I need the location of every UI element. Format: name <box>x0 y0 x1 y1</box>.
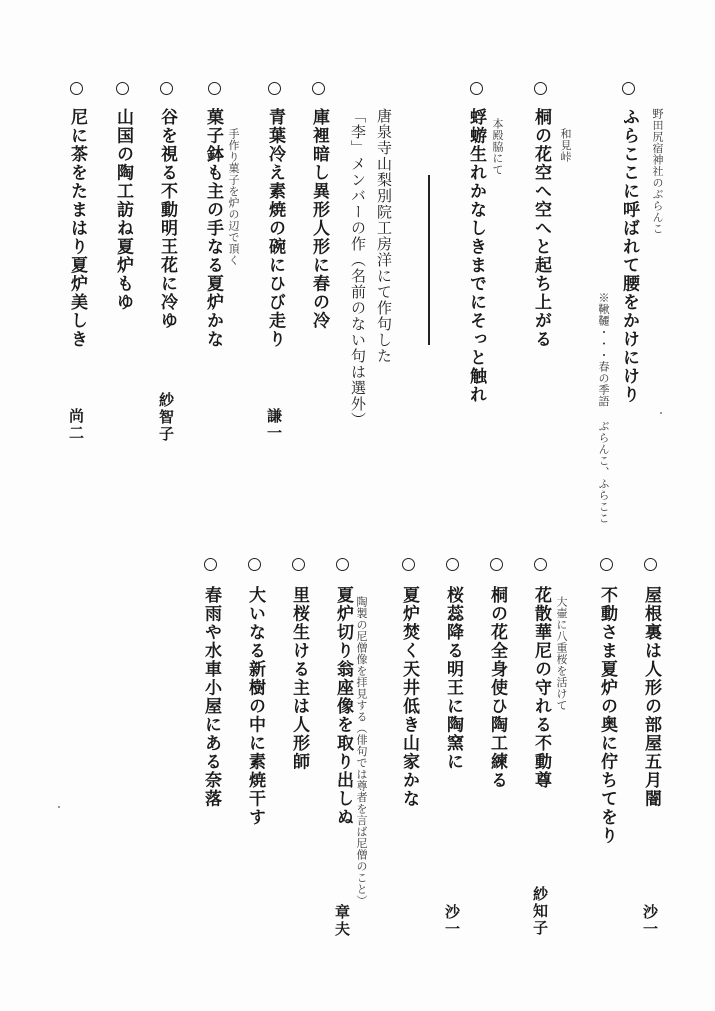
haiku-line: 夏炉切り翁座像を取り出しぬ <box>333 586 353 827</box>
bullet-circle-icon <box>160 82 173 95</box>
haiku-line: 里桜生ける主は人形師 <box>289 586 309 771</box>
haiku-line: 不動さま夏炉の奥に佇ちてをり <box>597 586 617 845</box>
bullet-circle-icon <box>116 82 129 95</box>
bullet-circle-icon <box>470 82 483 95</box>
haiku-line: 菓子鉢も主の手なる夏炉かな <box>203 108 223 349</box>
author-name: 沙一 <box>641 904 659 938</box>
bullet-circle-icon <box>248 558 261 571</box>
preface-note: 野田尻宿神社のぶらんこ <box>651 108 664 235</box>
haiku-line: 夏炉焚く天井低き山家かな <box>399 586 419 808</box>
bullet-circle-icon <box>312 82 325 95</box>
bullet-circle-icon <box>644 558 657 571</box>
bullet-circle-icon <box>622 82 635 95</box>
preface-note: 手作り菓子を炉の辺で頂く <box>227 128 240 266</box>
author-name: 尚二 <box>67 408 85 442</box>
prose-line: 唐泉寺山梨別院工房洋にて作句した <box>375 108 393 364</box>
bullet-circle-icon <box>534 82 547 95</box>
haiku-line: 春雨や水車小屋にある奈落 <box>201 586 221 808</box>
author-name: 謙一 <box>265 408 283 442</box>
divider-line <box>428 175 430 345</box>
footnote: ※鞦韆・・・春の季語 ぶらんこ、ふらここ <box>597 292 610 524</box>
haiku-line: 谷を視る不動明王花に冷ゆ <box>157 108 177 330</box>
haiku-line: 山国の陶工訪ね夏炉もゆ <box>113 108 133 312</box>
preface-note: 大壷に八重桜を活けて <box>555 596 568 711</box>
author-name: 沙一 <box>443 904 461 938</box>
preface-note: 陶製の尼僧像を拝見する（俳句では尊者を言ば尼僧のこと） <box>355 596 368 907</box>
haiku-line: 桐の花空へ空へと起ち上がる <box>531 108 551 349</box>
preface-note: 本殿脇にて <box>491 118 504 176</box>
haiku-line: 大いなる新樹の中に素焼干す <box>245 586 265 827</box>
haiku-line: 桐の花全身使ひ陶工練る <box>487 586 507 790</box>
haiku-line: 青葉冷え素焼の碗にひび走り <box>265 108 285 349</box>
prose-line: 「李」メンバーの作（名前のない句は選外） <box>349 108 367 428</box>
bullet-circle-icon <box>268 82 281 95</box>
haiku-line: 桜蕊降る明王に陶窯に <box>443 586 463 771</box>
author-name: 紗知子 <box>531 886 549 937</box>
scan-speck <box>660 412 662 414</box>
bullet-circle-icon <box>204 558 217 571</box>
bullet-circle-icon <box>534 558 547 571</box>
scan-speck <box>58 806 60 808</box>
haiku-line: 屋根裏は人形の部屋五月闇 <box>641 586 661 808</box>
author-name: 章夫 <box>333 904 351 938</box>
preface-note: 和見峠 <box>559 128 572 163</box>
haiku-line: 蜉蝣生れかなしきまでにそっと触れ <box>466 108 486 404</box>
haiku-line: 庫裡暗し異形人形に春の冷 <box>309 108 329 330</box>
bullet-circle-icon <box>70 82 83 95</box>
bullet-circle-icon <box>446 558 459 571</box>
bullet-circle-icon <box>292 558 305 571</box>
bullet-circle-icon <box>208 82 221 95</box>
bullet-circle-icon <box>402 558 415 571</box>
haiku-line: ふらここに呼ばれて腰をかけにけり <box>619 108 639 404</box>
haiku-line: 尼に茶をたまはり夏炉美しき <box>67 108 87 349</box>
bullet-circle-icon <box>336 558 349 571</box>
bullet-circle-icon <box>490 558 503 571</box>
bullet-circle-icon <box>600 558 613 571</box>
haiku-line: 花散華尼の守れる不動尊 <box>531 586 551 790</box>
author-name: 紗智子 <box>157 392 175 443</box>
